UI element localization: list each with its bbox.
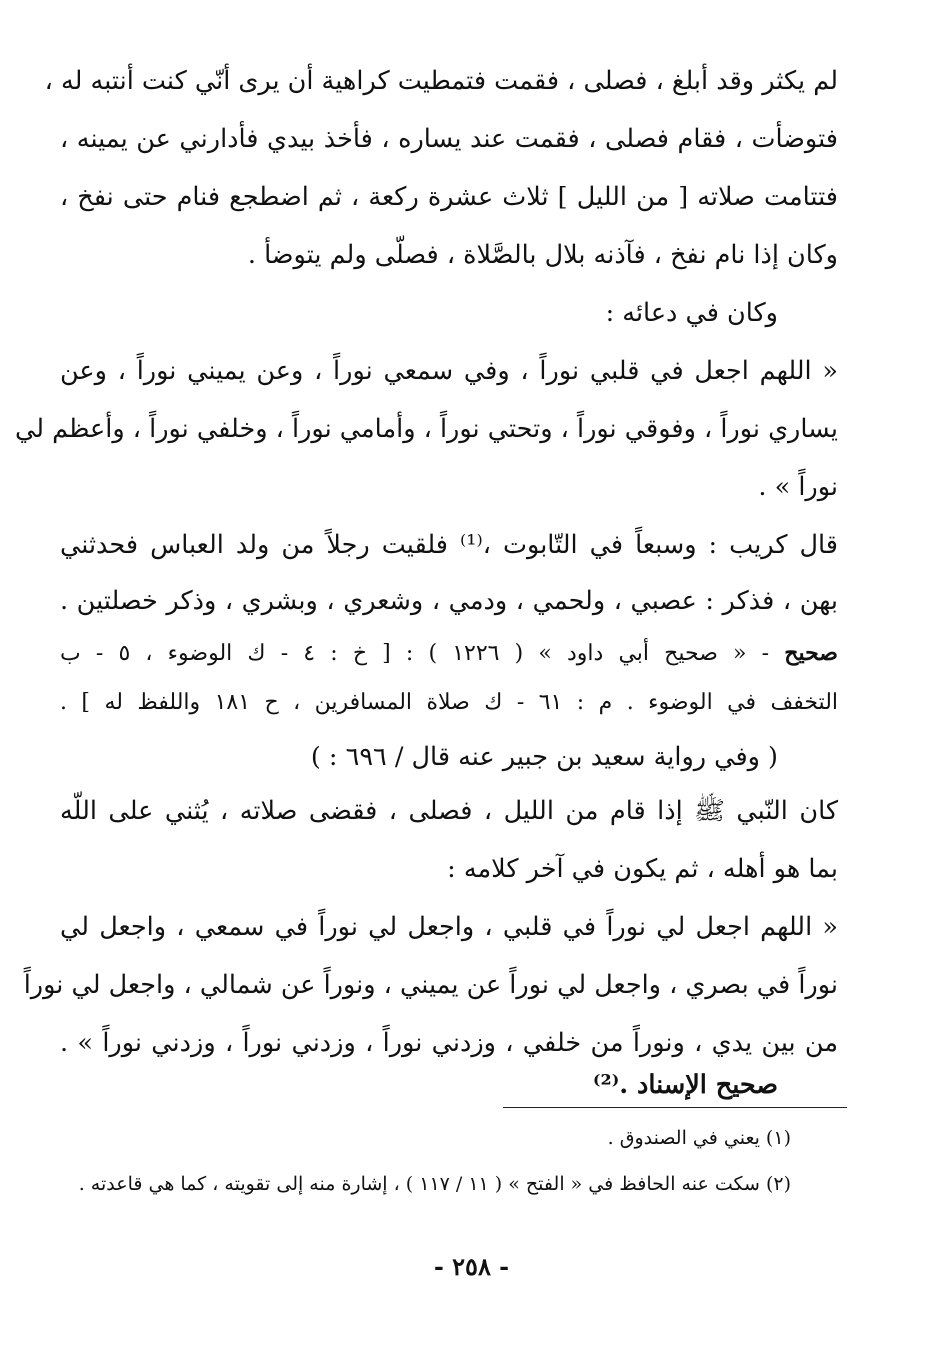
text-line: قال كريب : وسبعاً في التّابوت ،⁽¹⁾ فلقيت رجلاً من ولد العباس فحدثني bbox=[60, 530, 838, 560]
text-line: لم يكثر وقد أبلغ ، فصلى ، فقمت فتمطيت كراهية أن يرى أنّي كنت أنتبه له ، bbox=[44, 66, 838, 96]
text-line: « اللهم اجعل لي نوراً في قلبي ، واجعل لي نوراً في سمعي ، واجعل لي bbox=[60, 912, 838, 942]
text-line: وكان في دعائه : bbox=[605, 298, 778, 328]
text-line: ( وفي رواية سعيد بن جبير عنه قال / ٦٩٦ : ) bbox=[310, 742, 778, 772]
text-line: من بين يدي ، ونوراً من خلفي ، وزدني نوراً ، وزدني نوراً ، وزدني نوراً » . bbox=[60, 1028, 838, 1058]
text-line: « اللهم اجعل في قلبي نوراً ، وفي سمعي نوراً ، وعن يميني نوراً ، وعن bbox=[60, 356, 838, 386]
footnote-1: (١) يعني في الصندوق . bbox=[607, 1127, 791, 1149]
takhrij-line: صحيح - « صحيح أبي داود » ( ١٢٢٦ ) : [ خ : ٤ - ك الوضوء ، ٥ - ب bbox=[60, 640, 838, 666]
footnote-divider bbox=[503, 1107, 847, 1108]
text-line: نوراً » . bbox=[758, 472, 838, 502]
text-line: نوراً في بصري ، واجعل لي نوراً عن يميني ، ونوراً عن شمالي ، واجعل لي نوراً bbox=[23, 970, 838, 1000]
text-line: كان النّبي ﷺ إذا قام من الليل ، فصلى ، فقضى صلاته ، يُثني على اللّه bbox=[60, 796, 838, 826]
text-line: فتوضأت ، فقام فصلى ، فقمت عند يساره ، فأخذ بيدي فأدارني عن يمينه ، bbox=[60, 124, 838, 154]
text-line: وكان إذا نام نفخ ، فآذنه بلال بالصَّلاة ، فصلّى ولم يتوضأ . bbox=[247, 240, 838, 270]
text-line: بهن ، فذكر : عصبي ، ولحمي ، ودمي ، وشعري ، وبشري ، وذكر خصلتين . bbox=[60, 586, 838, 616]
footnote-2: (٢) سكت عنه الحافظ في « الفتح » ( ١١ / ١١٧ ) ، إشارة منه إلى تقويته ، كما هي قاعدته . bbox=[78, 1173, 791, 1195]
text-line: بما هو أهله ، ثم يكون في آخر كلامه : bbox=[447, 854, 838, 884]
grading-line: صحيح الإسناد .⁽²⁾ bbox=[592, 1070, 778, 1100]
page-number: - ٢٥٨ - bbox=[433, 1252, 510, 1281]
text-line: فتتامت صلاته [ من الليل ] ثلاث عشرة ركعة ، ثم اضطجع فنام حتى نفخ ، bbox=[60, 182, 838, 212]
takhrij-line: التخفف في الوضوء . م : ٦١ - ك صلاة المسافرين ، ح ١٨١ واللفظ له ] . bbox=[60, 690, 839, 715]
text-line: يساري نوراً ، وفوقي نوراً ، وتحتي نوراً ، وأمامي نوراً ، وخلفي نوراً ، وأعظم لي bbox=[15, 414, 838, 444]
